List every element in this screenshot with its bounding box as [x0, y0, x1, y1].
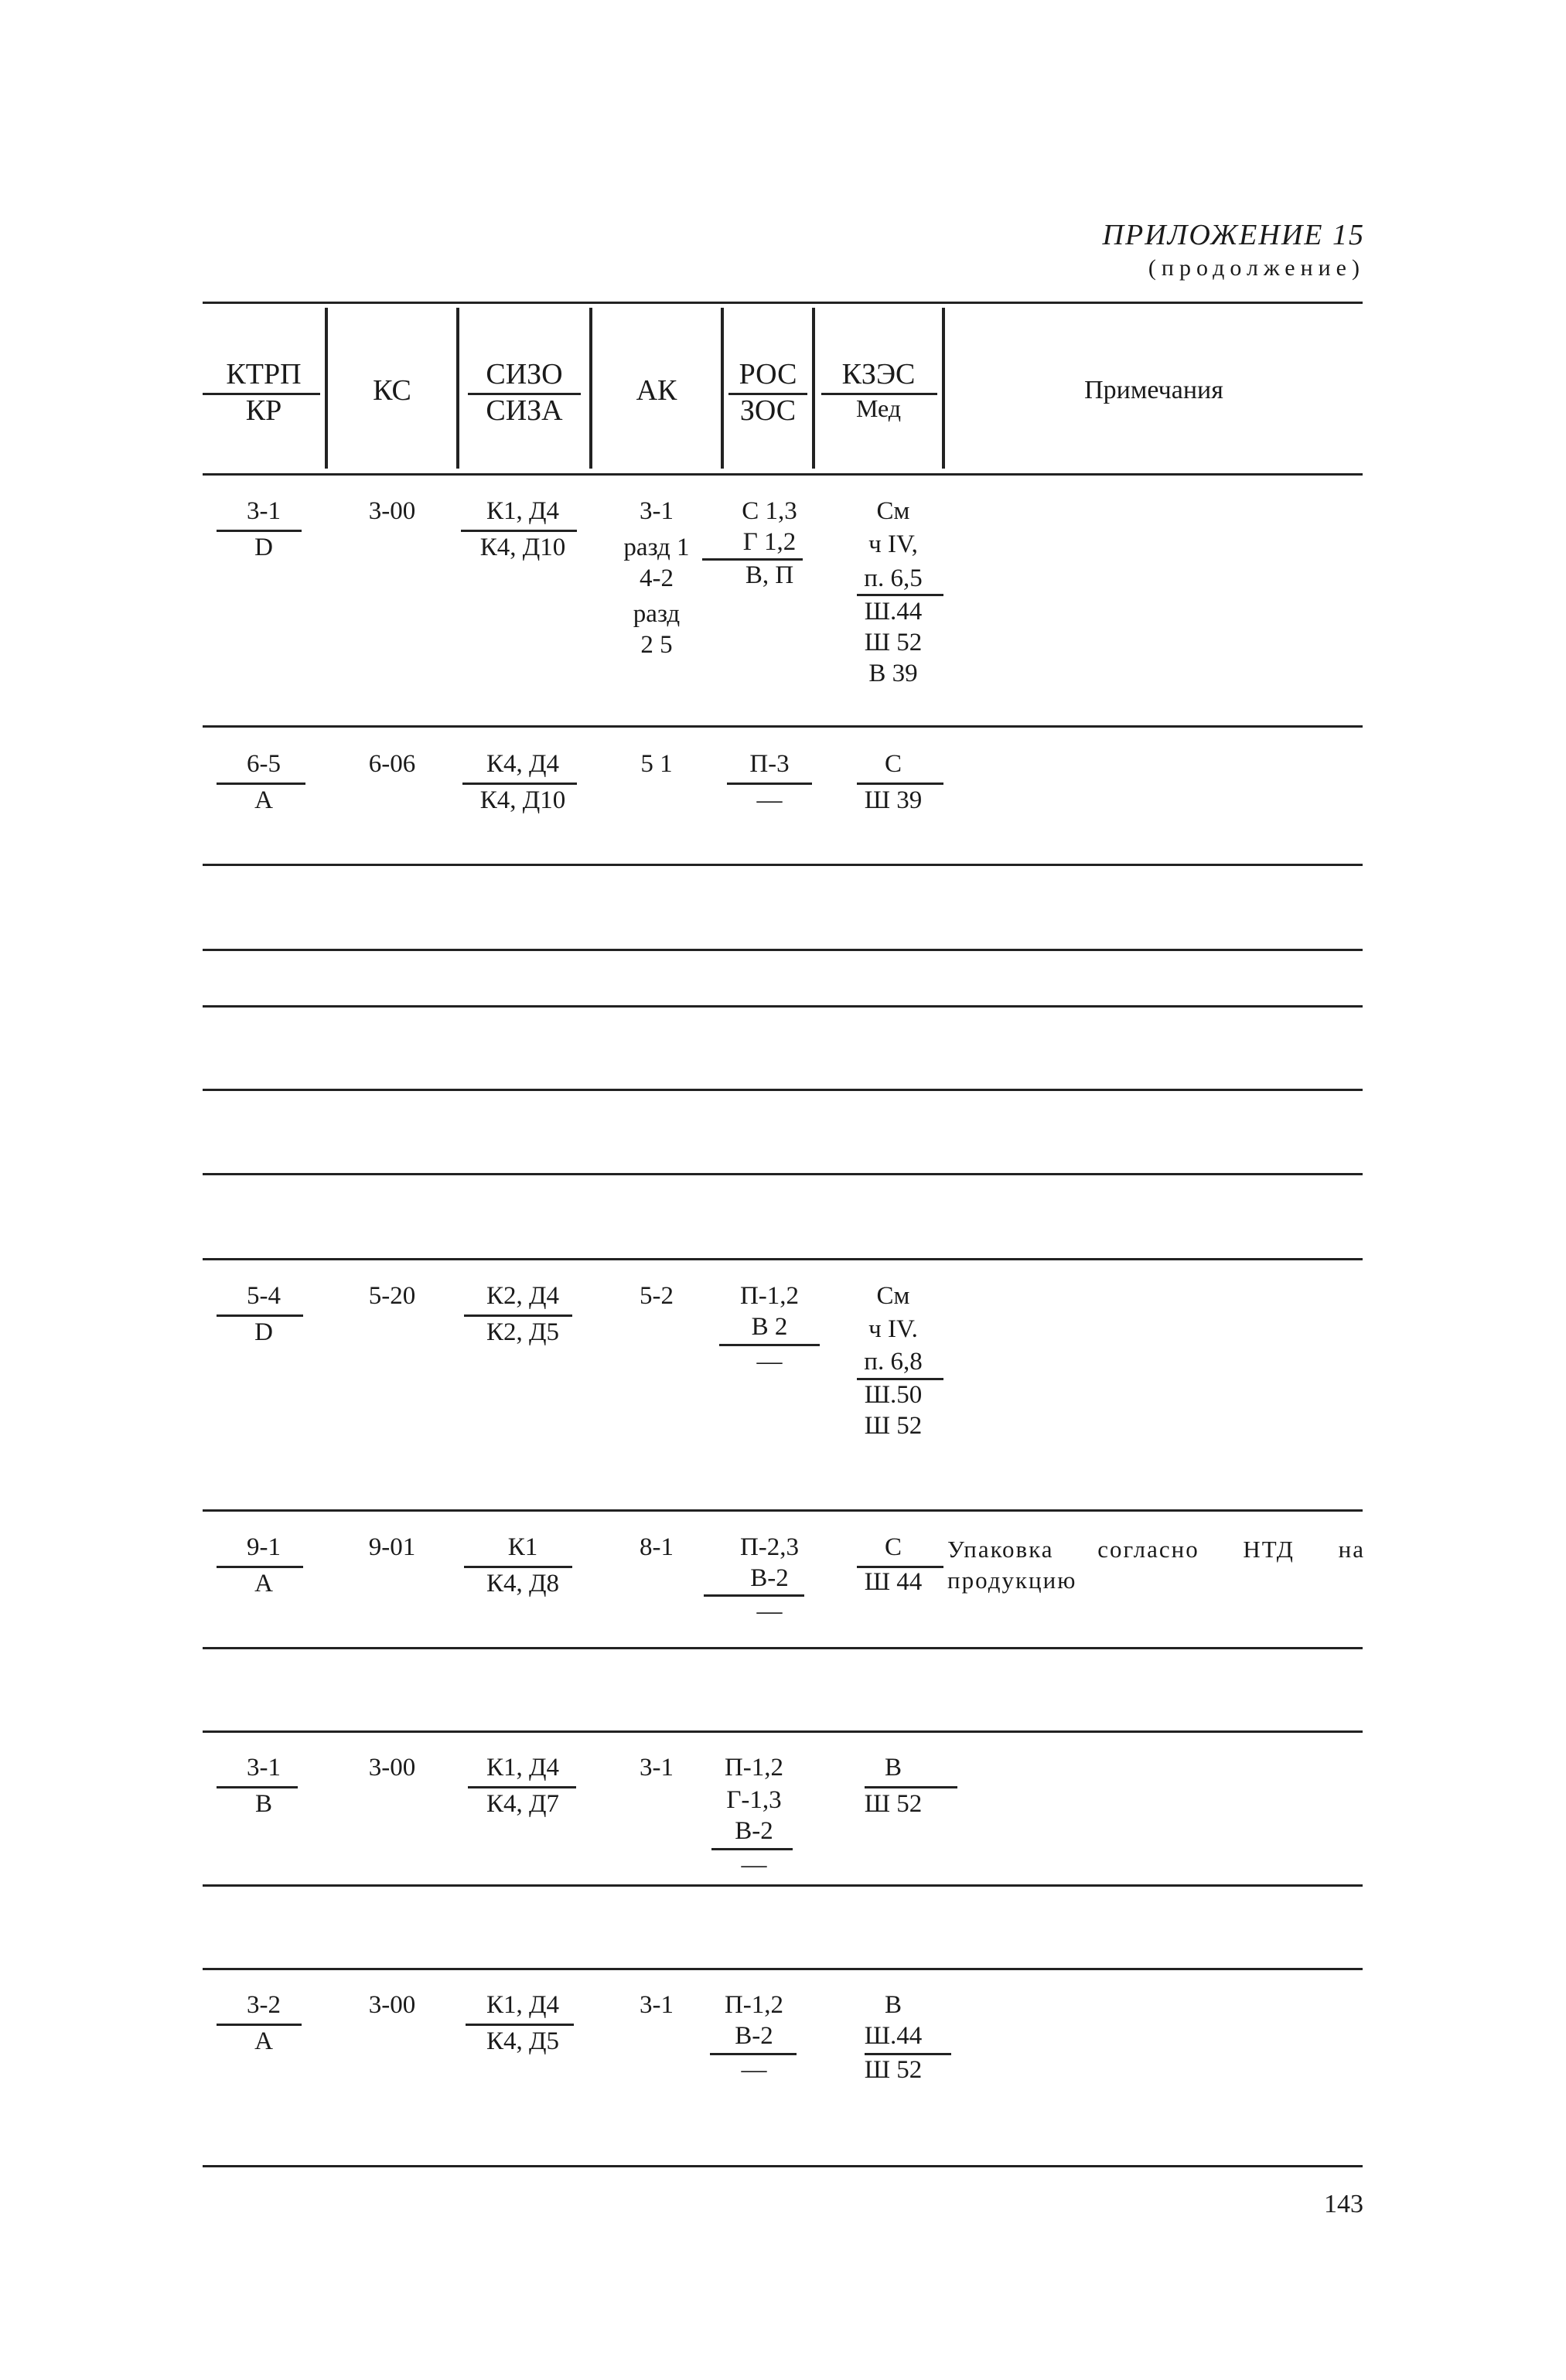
cell-siza: К4, Д10 [479, 786, 566, 814]
cell-ktrp-divider [217, 530, 302, 532]
col-ks-header: КС [373, 374, 411, 407]
col-zos-header: ЗОС [739, 394, 797, 427]
cell-ak-1: 5 1 [640, 750, 673, 778]
cell-kzes-divider [865, 2053, 951, 2055]
cell-zos: — [756, 786, 783, 814]
cell-kzes-1: В [884, 1991, 902, 2019]
cell-kr: A [254, 786, 273, 814]
cell-ks: 3-00 [368, 1754, 416, 1782]
cell-sizo-divider [468, 1786, 576, 1788]
cell-ros-divider [727, 783, 812, 785]
row-rule-13 [203, 2165, 1363, 2167]
cell-sizo: К1, Д4 [486, 1754, 560, 1782]
cell-ros-1: П-2,3 [739, 1533, 800, 1561]
cell-ros-1: С 1,3 [742, 497, 797, 525]
cell-siza: К4, Д5 [486, 2027, 560, 2055]
cell-med-1: Ш 39 [864, 786, 923, 814]
cell-ktrp: 3-1 [247, 497, 281, 525]
cell-kzes-1: С [884, 750, 902, 778]
cell-ak-1: 3-1 [640, 1991, 674, 2019]
row-rule-6 [203, 1173, 1363, 1175]
cell-siza: К4, Д7 [486, 1790, 560, 1818]
cell-ktrp: 3-1 [247, 1754, 281, 1782]
cell-ak-1: 5-2 [640, 1282, 674, 1310]
cell-sizo: К1, Д4 [486, 497, 560, 525]
cell-ks: 6-06 [368, 750, 416, 778]
cell-sizo-divider [461, 530, 577, 532]
cell-sizo: К1, Д4 [486, 1991, 560, 2019]
cell-ros-divider [719, 1344, 820, 1346]
cell-sizo-divider [464, 1314, 572, 1317]
cell-ak-5: 2 5 [640, 631, 673, 659]
cell-sizo: К4, Д4 [486, 750, 560, 778]
cell-ros-1: П-1,2 [724, 1991, 784, 2019]
cell-med-2: Ш 52 [864, 629, 923, 656]
row-rule-4 [203, 1005, 1363, 1008]
row-rule-9 [203, 1647, 1363, 1649]
col-sizo-header: СИЗО [486, 358, 563, 390]
col-ktrp-header: КТРП [226, 358, 302, 390]
table-top-rule [203, 302, 1363, 304]
col-ros-header: РОС [739, 358, 797, 390]
cell-med-2: Ш 52 [864, 1412, 923, 1440]
cell-siza: К2, Д5 [486, 1318, 560, 1346]
cell-ros-3: В-2 [735, 1817, 773, 1845]
appendix-subtitle: (продолжение) [1148, 255, 1365, 281]
col-siza-header: СИЗА [486, 394, 563, 427]
cell-kr: A [254, 2027, 273, 2055]
cell-kzes-1: См [876, 497, 910, 525]
cell-med-3: В 39 [868, 660, 918, 687]
cell-note-line1: Упаковка согласно НТД на [947, 1536, 1365, 1563]
cell-kr: B [254, 1790, 272, 1818]
cell-ros-1: П-1,2 [739, 1282, 800, 1310]
cell-zos: — [741, 2056, 767, 2084]
row-rule-10 [203, 1730, 1363, 1733]
cell-ros-1: П-3 [749, 750, 790, 778]
cell-ros-2: Г-1,3 [726, 1786, 782, 1814]
page-number: 143 [1324, 2190, 1363, 2218]
cell-siza: К4, Д10 [479, 534, 566, 561]
cell-ktrp: 5-4 [247, 1282, 281, 1310]
cell-ros-1: П-1,2 [724, 1754, 784, 1782]
cell-ak-4: разд [633, 600, 681, 628]
cell-kzes-divider [865, 1786, 957, 1788]
row-rule-1 [203, 725, 1363, 728]
cell-med-1: Ш 44 [864, 1568, 923, 1596]
cell-note-line2: продукцию [947, 1567, 1077, 1594]
cell-siza: К4, Д8 [486, 1570, 560, 1597]
cell-kzes-1: В [884, 1754, 902, 1782]
row-rule-3 [203, 949, 1363, 951]
cell-ktrp-divider [217, 783, 305, 785]
cell-med-1: Ш.44 [864, 2022, 923, 2050]
cell-ks: 9-01 [368, 1533, 416, 1561]
cell-sizo: К2, Д4 [486, 1282, 560, 1310]
cell-ks: 5-20 [368, 1282, 416, 1310]
cell-kzes-2: ч IV, [868, 530, 918, 558]
col-kr-header: КР [245, 394, 282, 427]
cell-ktrp-divider [217, 1566, 303, 1568]
cell-sizo-divider [464, 1566, 572, 1568]
row-rule-2 [203, 864, 1363, 866]
col-med-header: Мед [855, 394, 902, 422]
col-kzes-header: КЗЭС [841, 358, 916, 390]
appendix-title: ПРИЛОЖЕНИЕ 15 [1102, 219, 1365, 251]
cell-kzes-3: п. 6,8 [864, 1348, 923, 1376]
cell-ros-divider [704, 1594, 804, 1597]
cell-kzes-1: См [876, 1282, 910, 1310]
col-ak-header: АК [636, 374, 677, 407]
cell-med-1: Ш.44 [864, 598, 923, 626]
cell-med-2: Ш 52 [864, 2056, 923, 2084]
cell-ros-divider [710, 2053, 797, 2055]
row-rule-5 [203, 1089, 1363, 1091]
cell-ros-divider [711, 1848, 793, 1850]
cell-ros-2: В-2 [735, 2022, 773, 2050]
cell-ks: 3-00 [368, 1991, 416, 2019]
cell-ak-1: 8-1 [640, 1533, 674, 1561]
cell-zos: — [756, 1597, 783, 1625]
cell-zos: В, П [745, 561, 794, 589]
row-rule-11 [203, 1884, 1363, 1887]
cell-kr: D [254, 1318, 273, 1346]
cell-ks: 3-00 [368, 497, 416, 525]
cell-med-1: Ш.50 [864, 1381, 923, 1409]
cell-kr: A [254, 1570, 273, 1597]
cell-sizo-divider [466, 2024, 574, 2026]
cell-kzes-divider [857, 594, 943, 596]
cell-zos: — [756, 1348, 783, 1376]
cell-ak-3: 4-2 [640, 564, 674, 592]
cell-ros-divider [702, 558, 803, 561]
cell-ros-2: В 2 [751, 1313, 788, 1341]
cell-ak-1: 3-1 [640, 497, 674, 525]
cell-kzes-divider [857, 1378, 943, 1380]
header-bottom-rule [203, 473, 1363, 476]
cell-med-1: Ш 52 [864, 1790, 923, 1818]
cell-sizo: К1 [507, 1533, 538, 1561]
cell-kzes-3: п. 6,5 [864, 564, 923, 592]
cell-ros-2: В-2 [750, 1564, 789, 1592]
row-rule-8 [203, 1509, 1363, 1512]
cell-ktrp: 6-5 [247, 750, 281, 778]
cell-ros-2: Г 1,2 [742, 528, 797, 556]
cell-kzes-1: С [884, 1533, 902, 1561]
cell-kzes-divider [857, 783, 943, 785]
cell-ktrp-divider [217, 1786, 298, 1788]
cell-sizo-divider [462, 783, 577, 785]
cell-ktrp-divider [217, 1314, 303, 1317]
row-rule-12 [203, 1968, 1363, 1970]
cell-ktrp: 3-2 [247, 1991, 281, 2019]
cell-ktrp-divider [217, 2024, 302, 2026]
cell-ktrp: 9-1 [247, 1533, 281, 1561]
col-notes-header: Примечания [1084, 376, 1223, 404]
cell-ak-2: разд 1 [623, 534, 690, 561]
cell-zos: — [741, 1851, 767, 1879]
cell-ak-1: 3-1 [640, 1754, 674, 1782]
row-rule-7 [203, 1258, 1363, 1260]
cell-kzes-2: ч IV. [868, 1315, 918, 1343]
cell-kr: D [254, 534, 273, 561]
